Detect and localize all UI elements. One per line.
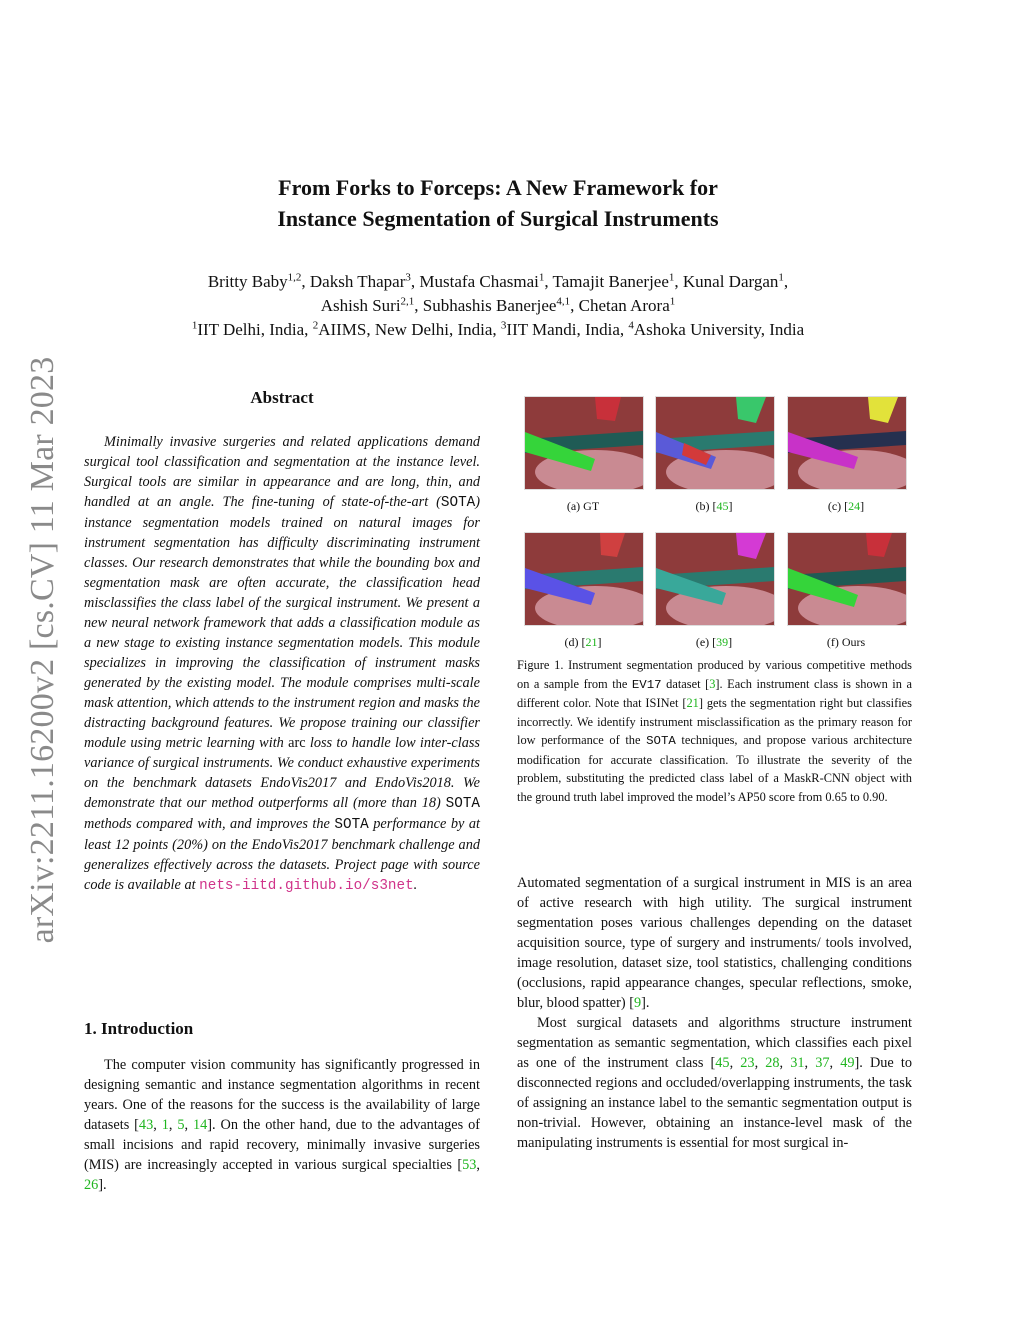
arxiv-id-text: arXiv:2211.16200v2 [cs.CV] 11 Mar 2023 (24, 356, 61, 944)
cite-sep: , (729, 1055, 741, 1071)
figure-image-gt (524, 396, 644, 490)
cite-sep: , (476, 1157, 480, 1173)
author-sup: 4,1 (556, 295, 571, 308)
body-text: ]. Due to disconnected regions and occluded/overlapping instruments, the task of assigning an instance label to the semantic segmentation output is non-trivial. However, obtaining an instance-level mask of the manipulating instruments is essential for most surgical in- (517, 1055, 912, 1151)
abstract-text: loss to handle low inter-class variance of surgical instruments. We conduct exhaustive experiments on the benchmark datasets EndoVis2017 and EndoVis2018. We demonstrate that our method outperforms all (more than 18) (84, 735, 480, 811)
sota-term: SOTA (440, 495, 476, 511)
affil-sup: 1 (191, 319, 198, 332)
dataset-term: EV17 (631, 677, 662, 692)
subcaption-text: ] (728, 635, 733, 649)
intro-body (84, 1055, 480, 1195)
cite-sep: , (168, 1117, 178, 1133)
cite-sep: , (779, 1055, 791, 1071)
citation-link[interactable]: 3 (709, 676, 716, 691)
author-sup: 1,2 (287, 271, 302, 284)
citation-link[interactable]: 39 (716, 635, 729, 649)
cite-sep: , (153, 1117, 162, 1133)
citation-link[interactable]: 45 (716, 499, 729, 513)
author-sup: 3 (405, 271, 411, 284)
citation-link[interactable]: 9 (633, 995, 642, 1011)
subcaption-text: ] (597, 635, 602, 649)
affil-sup: 4 (628, 319, 634, 332)
caption-text: ]. Each instrument class is shown in a different color. Note that ISINet [ (517, 676, 912, 710)
affil-sup: 2 (312, 319, 319, 332)
subcaption-text: (c) [ (827, 499, 849, 513)
sota-term: SOTA (445, 796, 480, 812)
citation-link[interactable]: 26 (84, 1177, 99, 1193)
author-name: Britty Baby (207, 272, 288, 291)
subcaption-b (655, 499, 773, 514)
citation-link[interactable]: 21 (585, 635, 598, 649)
paper-title-line2: Instance Segmentation of Surgical Instruments (277, 206, 719, 231)
arc-term: arc (288, 735, 306, 751)
caption-text: dataset [ (661, 676, 710, 691)
body-text: Automated segmentation of a surgical instrument in MIS is an area of active research with high utility. The surgical instrument segmentation poses various challenges depending on the dataset acquisition source, type of surgery and instruments/ tools involved, image resolution, dataset size, tool statistics, challenging conditions (occlusions, rapid appearance changes, specular reflections, smoke, blur, blood spatter) [ (517, 875, 912, 1011)
author-sup: 1 (538, 271, 545, 284)
author-name: , Subhashis Banerjee (414, 296, 557, 315)
author-line-2 (100, 296, 896, 316)
abstract-heading: Abstract (250, 388, 314, 407)
figure-caption (517, 656, 912, 806)
cite-sep: , (829, 1055, 841, 1071)
intro-text: The computer vision community has significantly progressed in designing semantic and instance segmentation algorithms in recent years. One of the reasons for the success is the availability of large datasets [ (84, 1057, 480, 1133)
citation-link[interactable]: 1 (161, 1117, 169, 1133)
figure-image-b (655, 396, 775, 490)
author-line-1 (100, 272, 896, 292)
caption-text: Figure 1. Instrument segmentation produced by various competitive methods on a sample from the (517, 658, 912, 691)
intro-text: ]. (98, 1177, 107, 1193)
affil-text: AIIMS, New Delhi, India, (318, 320, 501, 339)
body-text: ]. (641, 995, 650, 1011)
intro-heading: 1. Introduction (84, 1019, 194, 1038)
paragraph (517, 1013, 912, 1153)
author-name: , Tamajit Banerjee (544, 272, 669, 291)
subcaption-text: (d) [ (564, 635, 586, 649)
caption-text: techniques, and propose various architecture modification for accurate classification. To illustrate the severity of the problem, substituting the predicted class label of a MaskR-CNN object with the ground truth label improved the model’s AP50 score from 0.65 to 0.90. (517, 733, 912, 804)
abstract-text: . (413, 877, 418, 893)
sota-term: SOTA (646, 734, 676, 748)
subcaption-text: (e) [ (695, 635, 717, 649)
author-sup: 1 (669, 295, 676, 308)
figure-image-d (524, 532, 644, 626)
body-text: Most surgical datasets and algorithms structure instrument segmentation as semantic segmentation, which classifies each pixel as one of the instrument class [ (517, 1015, 912, 1071)
citation-link[interactable]: 5 (177, 1117, 185, 1133)
abstract-text: methods compared with, and improves the (84, 816, 335, 832)
citation-link[interactable]: 37 (815, 1055, 830, 1071)
subcaption-a: (a) GT (566, 499, 600, 513)
intro-text: ]. On the other hand, due to the advantages of small incisions and rapid recovery, minimally invasive surgeries (MIS) are increasingly accepted in various surgical specialties [ (84, 1117, 481, 1173)
citation-link[interactable]: 28 (765, 1055, 780, 1071)
author-sup: 2,1 (400, 295, 415, 308)
author-sup: 1 (778, 271, 784, 284)
affil-text: Ashoka University, India (633, 320, 805, 339)
cite-sep: , (754, 1055, 766, 1071)
subcaption-text: (b) [ (695, 499, 717, 513)
citation-link[interactable]: 21 (686, 696, 699, 710)
citation-link[interactable]: 43 (138, 1117, 154, 1133)
author-name: , Chetan Arora (570, 296, 670, 315)
author-sup: 1 (668, 271, 675, 284)
author-name: , Kunal Dargan (674, 272, 779, 291)
project-page-link[interactable]: nets-iitd.github.io/s3net (199, 878, 414, 894)
right-column-body (517, 873, 912, 1153)
citation-link[interactable]: 14 (192, 1117, 208, 1133)
citation-link[interactable]: 45 (715, 1055, 730, 1071)
citation-link[interactable]: 31 (790, 1055, 805, 1071)
caption-text: ] gets the segmentation right but classifies incorrectly. We identify instrument misclassification as the primary reason for low performance of the (517, 696, 912, 747)
subcaption-e (655, 635, 773, 650)
arxiv-side-stamp (10, 350, 76, 950)
citation-link[interactable]: 23 (740, 1055, 755, 1071)
figure-image-c (787, 396, 907, 490)
subcaption-text: ] (860, 499, 865, 513)
affil-sup: 3 (500, 319, 507, 332)
author-sep: , (783, 272, 789, 291)
paragraph (517, 873, 912, 1013)
affiliations-line (100, 320, 896, 340)
author-name: , Mustafa Chasmai (410, 272, 539, 291)
affil-text: IIT Mandi, India, (506, 320, 629, 339)
citation-link[interactable]: 24 (848, 499, 861, 513)
citation-link[interactable]: 49 (840, 1055, 855, 1071)
figure-image-e (655, 532, 775, 626)
author-name: Ashish Suri (320, 296, 401, 315)
author-name: , Daksh Thapar (301, 272, 406, 291)
sota-term: SOTA (334, 817, 369, 833)
abstract-text: performance by at least 12 points (20%) on the EndoVis2017 benchmark challenge and generalizes effectively across the datasets. Project page with source code is available at (84, 816, 480, 893)
figure-image-ours (787, 532, 907, 626)
abstract-text: ) instance segmentation models trained on natural images for instrument segmentation has difficulty discriminating instrument classes. Our research demonstrates that while the bounding box and segmentation mask are often accurate, the classification head misclassifies the class label of the surgical instrument. We present a new neural network framework that adds a classification module as a new stage to existing instance segmentation models. This module specializes in improving the classification of instrument masks generated by the existing model. The module comprises multi-scale mask attention, which attends to the instrument region and masks the distracting background features. We propose training our classifier module using metric learning with (84, 494, 480, 751)
subcaption-d (524, 635, 642, 650)
cite-sep: , (804, 1055, 816, 1071)
cite-sep: , (184, 1117, 193, 1133)
subcaption-f: (f) Ours (826, 635, 866, 649)
affil-text: IIT Delhi, India, (197, 320, 313, 339)
abstract-text: Minimally invasive surgeries and related applications demand surgical tool classification and segmentation at the instance level. Surgical tools are similar in appearance and are long, thin, and handled at an angle. The fine-tuning of state-of-the-art ( (84, 434, 480, 510)
abstract-body (84, 432, 480, 896)
paper-title-line1: From Forks to Forceps: A New Framework for (278, 175, 718, 200)
subcaption-c (787, 499, 905, 514)
subcaption-text: ] (728, 499, 733, 513)
citation-link[interactable]: 53 (462, 1157, 477, 1173)
